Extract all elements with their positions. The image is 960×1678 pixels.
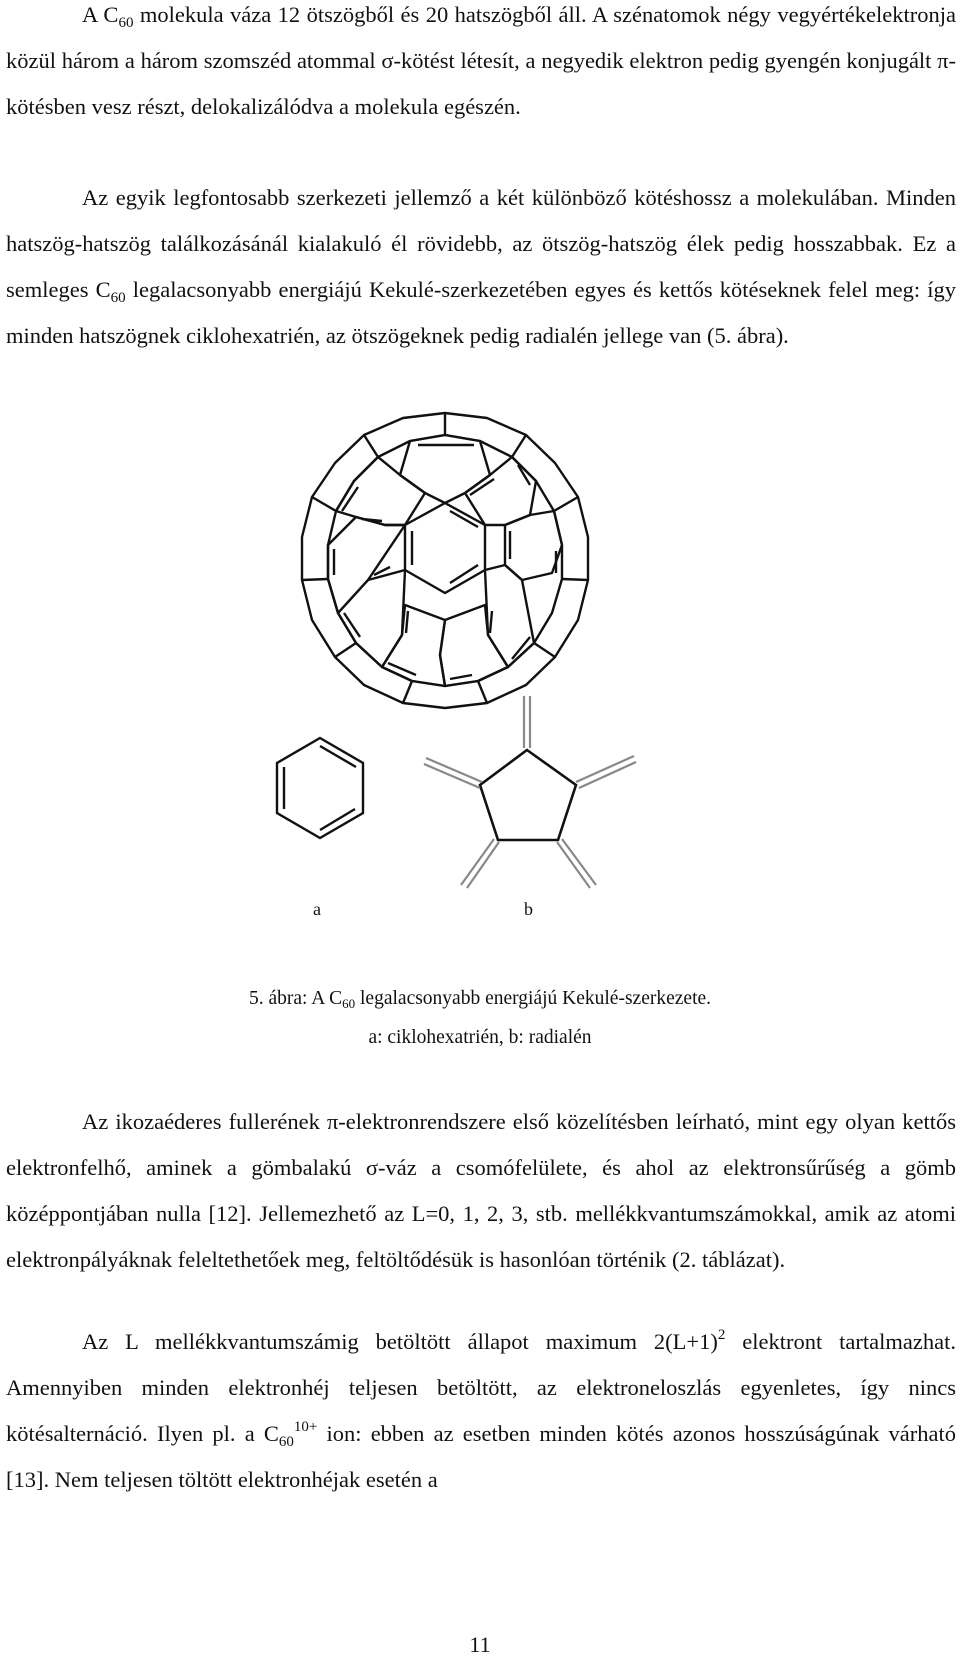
c60-subscript: 60: [110, 290, 126, 306]
paragraph-2-text-a: Az egyik legfontosabb szerkezeti jellemző a két különböző kötéshossz a molekulában. Minden hatszög-hatszög találkozásánál kialakuló él rövidebb, az ötszög-hatszög élek pedig hosszabbak. Ez a semleges C: [6, 185, 956, 302]
c60-subscript: 60: [342, 996, 356, 1011]
exponent-superscript: 2: [717, 1327, 726, 1343]
paragraph-4-text-a: Az L mellékkvantumszámig betöltött állapot maximum 2(L+1): [82, 1329, 718, 1354]
paragraph-4-text-b: elektront tartalmazhat. Amennyiben minden elektronhéj teljesen betöltött, az elektroneloszlás egyenletes, így nincs kötésalternáció. Ilyen pl. a C: [6, 1329, 956, 1446]
figure-caption: [0, 984, 960, 1014]
figure-caption-line-2: a: ciklohexatrién, b: radialén: [368, 1027, 592, 1048]
charge-superscript: 10+: [293, 1419, 318, 1435]
c60-subscript: 60: [118, 15, 134, 31]
page-number: 11: [469, 1632, 491, 1657]
paragraph-4-text-c: ion: ebben az esetben minden kötés azonos hosszúságúnak várható [13]. Nem teljesen töltött elektronhéjak esetén a: [6, 1421, 956, 1492]
paragraph-4: [6, 1319, 956, 1503]
paragraph-3-text: Az ikozaéderes fullerének π-elektronrendszere első közelítésben leírható, mint egy olyan kettős elektronfelhő, aminek a gömbalakú σ-váz a csomófelülete, és ahol az elektronsűrűség a gömb középpontjában nulla [12]. Jellemezhető az L=0, 1, 2, 3, stb. mellékkvantumszámokkal, amik az atomi elektronpályáknak feleltethetőek meg, feltöltődésük is hasonlóan történik (2. táblázat).: [6, 1109, 956, 1272]
c60-subscript: 60: [278, 1434, 294, 1450]
fullerene-c60-structure: [290, 405, 600, 715]
paragraph-2: [6, 175, 956, 359]
paragraph-1-text-b: molekula váza 12 ötszögből és 20 hatszögből áll. A szénatomok négy vegyértékelektronja közül három a három szomszéd atommal σ-kötést létesít, a negyedik elektron pedig gyengén konjugált π-kötésben vesz részt, delokalizálódva a molekula egészén.: [6, 2, 957, 119]
caption-text-a: 5. ábra: A C: [248, 988, 343, 1009]
radialene-structure: [420, 690, 650, 900]
paragraph-3: [6, 1099, 956, 1283]
cyclohexatriene-structure: [265, 730, 375, 850]
figure-label-a: a: [313, 899, 321, 919]
figure-label-b: b: [524, 899, 533, 919]
caption-text-b: legalacsonyabb energiájú Kekulé-szerkezete.: [355, 988, 712, 1009]
paragraph-1-text-a: A C: [82, 2, 119, 27]
paragraph-2-text-b: legalacsonyabb energiájú Kekulé-szerkezetében egyes és kettős kötéseknek felel meg: így minden hatszögnek ciklohexatrién, az ötszögeknek pedig radialén jellege van (5. ábra).: [6, 277, 956, 348]
paragraph-1: [6, 0, 956, 130]
